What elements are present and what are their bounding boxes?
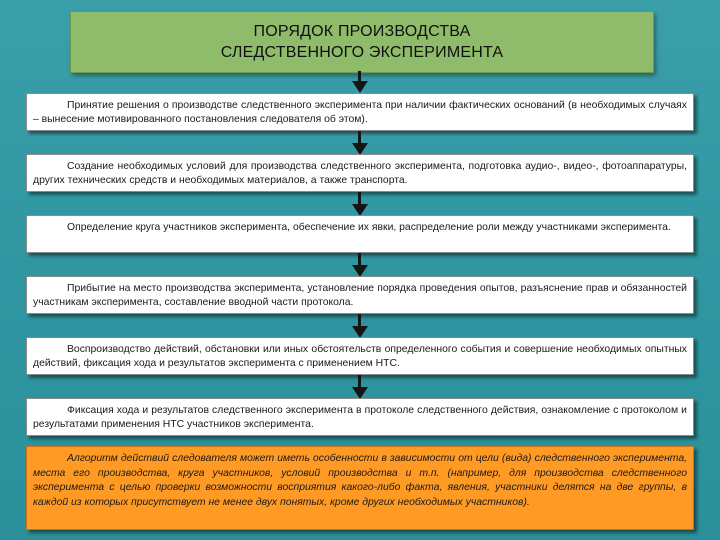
step-5: Воспроизводство действий, обстановки или иных обстоятельств определенного события и совершение необходимых опытных действий, фиксация хода и результатов эксперимента с применением НТС. [26,337,694,375]
title-line-1: ПОРЯДОК ПРОИЗВОДСТВА [253,23,471,40]
arrow-down-icon [352,314,368,338]
arrow-down-icon [352,192,368,216]
arrow-down-icon [352,253,368,277]
step-1: Принятие решения о производстве следственного эксперимента при наличии фактических оснований (в необходимых случаях – вынесение мотивированного постановления следователя об этом). [26,93,694,131]
arrow-down-icon [352,375,368,399]
step-2: Создание необходимых условий для производства следственного эксперимента, подготовка аудио-, видео-, фотоаппаратуры, других технических средств и необходимых материалов, а также транспорта. [26,154,694,192]
step-6: Фиксация хода и результатов следственного эксперимента в протоколе следственного действия, ознакомление с протоколом и результатами применения НТС участников эксперимента. [26,398,694,436]
title-line-2: СЛЕДСТВЕННОГО ЭКСПЕРИМЕНТА [220,44,504,61]
algorithm-note: Алгоритм действий следователя может иметь особенности в зависимости от цели (вида) следственного эксперимента, места его производства, круга участников, условий производства и т.п. (например, для производства следственного эксперимента с целью проверки возможности восприятия какого-либо факта, явления, участники делятся на две группы, в каждой из которых присутствует не менее двух понятых, кроме других необходимых участников). [26,446,694,530]
step-3: Определение круга участников эксперимента, обеспечение их явки, распределение роли между участниками эксперимента. [26,215,694,253]
arrow-down-icon [352,131,368,155]
diagram-title [70,11,654,73]
step-4: Прибытие на место производства эксперимента, установление порядка проведения опытов, разъяснение прав и обязанностей участникам эксперимента, составление вводной части протокола. [26,276,694,314]
arrow-down-icon [352,71,368,93]
